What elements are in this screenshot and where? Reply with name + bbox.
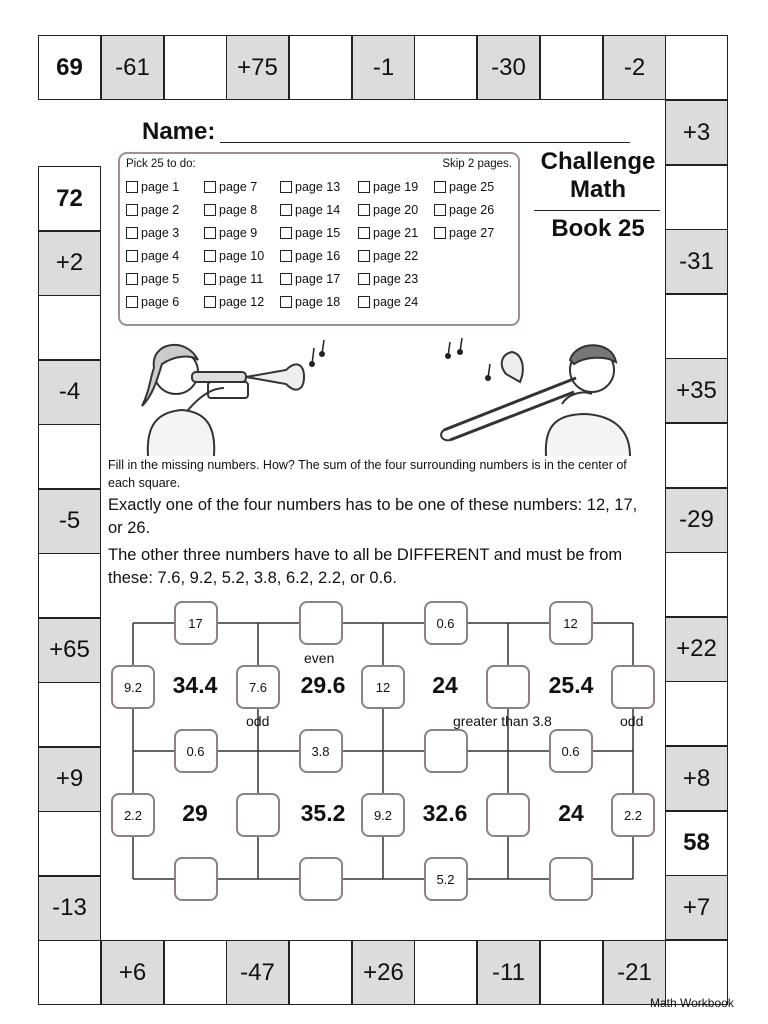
square-sum: 29 bbox=[182, 800, 208, 826]
border-number-cell: -31 bbox=[665, 229, 728, 294]
checkbox-label: page 26 bbox=[449, 203, 495, 217]
border-number-cell: +2 bbox=[38, 231, 101, 296]
border-number-cell: -11 bbox=[477, 940, 540, 1005]
border-number-cell: +35 bbox=[665, 358, 728, 423]
border-number-cell: 58 bbox=[665, 811, 728, 876]
box-hint: odd bbox=[246, 713, 270, 729]
checkbox-label: page 14 bbox=[295, 203, 341, 217]
checkbox-label: page 17 bbox=[295, 272, 341, 286]
footer-credit: Math Workbook bbox=[650, 996, 734, 1010]
border-number-cell: +26 bbox=[352, 940, 415, 1005]
square-sum: 25.4 bbox=[548, 672, 594, 698]
given-number-box: 2.2 bbox=[611, 793, 655, 837]
given-number-box: 9.2 bbox=[361, 793, 405, 837]
name-label: Name: bbox=[142, 118, 216, 145]
checkbox-label: page 4 bbox=[141, 249, 180, 263]
border-number-cell: -30 bbox=[477, 35, 540, 100]
missing-number-box[interactable] bbox=[611, 665, 655, 709]
checkbox-label: page 27 bbox=[449, 226, 495, 240]
border-number-cell: +6 bbox=[101, 940, 164, 1005]
border-number-cell: +9 bbox=[38, 747, 101, 812]
box-hint: even bbox=[304, 650, 335, 666]
instructions-rule-two: The other three numbers have to all be DIFFERENT and must be from these: 7.6, 9.2, 5.2, 3.8, 6.2, 2.2, or 0.6. bbox=[108, 546, 623, 587]
checkbox-label: page 8 bbox=[219, 203, 258, 217]
instructions-how: Fill in the missing numbers. How? The sum of the four surrounding numbers is in the center of each square. bbox=[108, 458, 627, 490]
given-number-box: 0.6 bbox=[424, 601, 468, 645]
given-number-box: 3.8 bbox=[299, 729, 343, 773]
box-hint: odd bbox=[620, 713, 644, 729]
square-sum: 32.6 bbox=[422, 800, 468, 826]
border-number-cell: -1 bbox=[352, 35, 415, 100]
border-number-cell: +22 bbox=[665, 617, 728, 682]
missing-number-box[interactable] bbox=[174, 857, 218, 901]
given-number-box: 12 bbox=[549, 601, 593, 645]
missing-number-box[interactable] bbox=[549, 857, 593, 901]
border-number-cell: +3 bbox=[665, 100, 728, 165]
checkbox-label: page 24 bbox=[373, 295, 419, 309]
border-number-cell: -13 bbox=[38, 876, 101, 941]
given-number-box: 9.2 bbox=[111, 665, 155, 709]
checkbox-label: page 9 bbox=[219, 226, 258, 240]
square-sum: 24 bbox=[558, 800, 584, 826]
border-number-cell: -4 bbox=[38, 360, 101, 425]
checkbox-label: page 18 bbox=[295, 295, 341, 309]
missing-number-box[interactable] bbox=[486, 793, 530, 837]
checkbox-label: page 7 bbox=[219, 180, 258, 194]
given-number-box: 17 bbox=[174, 601, 218, 645]
square-sum: 29.6 bbox=[300, 672, 346, 698]
checkbox-label: page 3 bbox=[141, 226, 180, 240]
border-number-cell: -5 bbox=[38, 489, 101, 554]
border-number-cell: +65 bbox=[38, 618, 101, 683]
given-number-box: 0.6 bbox=[549, 729, 593, 773]
missing-number-box[interactable] bbox=[424, 729, 468, 773]
checkbox-label: page 15 bbox=[295, 226, 341, 240]
given-number-box: 2.2 bbox=[111, 793, 155, 837]
instructions-rule-one: Exactly one of the four numbers has to be one of these numbers: 12, 17, or 26. bbox=[108, 496, 638, 537]
given-number-box: 7.6 bbox=[236, 665, 280, 709]
title-line-1: Challenge bbox=[540, 148, 656, 175]
border-number-cell: +7 bbox=[665, 875, 728, 940]
border-number-cell: -47 bbox=[226, 940, 289, 1005]
checkbox-label: page 5 bbox=[141, 272, 180, 286]
checkbox-label: page 16 bbox=[295, 249, 341, 263]
border-number-cell: -21 bbox=[603, 940, 666, 1005]
given-number-box: 12 bbox=[361, 665, 405, 709]
checkbox-label: page 21 bbox=[373, 226, 419, 240]
checkbox-label: page 23 bbox=[373, 272, 419, 286]
title-line-2: Math bbox=[570, 176, 626, 203]
border-number-cell: 72 bbox=[38, 166, 101, 231]
border-number-cell: +75 bbox=[226, 35, 289, 100]
square-sum: 35.2 bbox=[300, 800, 346, 826]
square-sum: 34.4 bbox=[172, 672, 218, 698]
checklist-skip-note: Skip 2 pages. bbox=[442, 158, 512, 170]
missing-number-box[interactable] bbox=[299, 857, 343, 901]
checklist-heading: Pick 25 to do: bbox=[126, 158, 196, 170]
square-sum: 24 bbox=[432, 672, 458, 698]
checkbox-label: page 13 bbox=[295, 180, 341, 194]
missing-number-box[interactable] bbox=[486, 665, 530, 709]
given-number-box: 0.6 bbox=[174, 729, 218, 773]
checkbox-label: page 1 bbox=[141, 180, 180, 194]
checkbox-label: page 19 bbox=[373, 180, 419, 194]
checkbox-label: page 2 bbox=[141, 203, 180, 217]
checkbox-label: page 10 bbox=[219, 249, 265, 263]
border-number-cell: -29 bbox=[665, 488, 728, 553]
missing-number-box[interactable] bbox=[299, 601, 343, 645]
border-number-cell: -2 bbox=[603, 35, 666, 100]
checkbox-label: page 11 bbox=[219, 272, 264, 286]
book-number: Book 25 bbox=[551, 215, 645, 242]
border-number-cell: +8 bbox=[665, 746, 728, 811]
checkbox-label: page 20 bbox=[373, 203, 419, 217]
checkbox-label: page 25 bbox=[449, 180, 495, 194]
border-number-cell: 69 bbox=[38, 35, 101, 100]
border-number-cell: -61 bbox=[101, 35, 164, 100]
missing-number-box[interactable] bbox=[236, 793, 280, 837]
checkbox-label: page 12 bbox=[219, 295, 265, 309]
checkbox-label: page 6 bbox=[141, 295, 180, 309]
given-number-box: 5.2 bbox=[424, 857, 468, 901]
checkbox-label: page 22 bbox=[373, 249, 419, 263]
box-hint: greater than 3.8 bbox=[453, 713, 552, 729]
